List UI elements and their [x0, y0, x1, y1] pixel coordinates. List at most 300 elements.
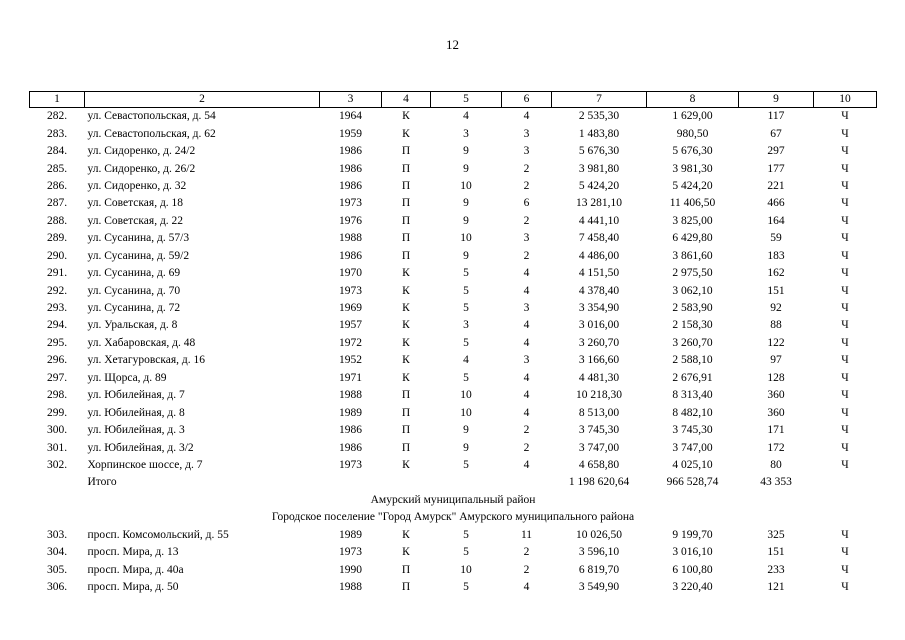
year-built: 1986: [339, 441, 362, 454]
entrances: 6: [523, 197, 530, 210]
living-area: 2 158,30: [672, 319, 713, 332]
entrances: 3: [523, 354, 530, 367]
year-built: 1971: [339, 371, 362, 384]
entrances: 4: [523, 581, 530, 594]
entrances: 11: [520, 528, 533, 541]
floors: 5: [463, 267, 469, 280]
residents: 88: [770, 319, 782, 332]
table-row: [30, 213, 877, 230]
table-row: [30, 282, 877, 299]
total-area: 4 441,10: [578, 214, 620, 227]
total-label: Итого: [87, 476, 117, 489]
wall-material: К: [402, 127, 410, 140]
table-row: [30, 387, 877, 404]
table-row: [30, 457, 877, 474]
residents: 92: [770, 302, 782, 315]
wall-material: К: [402, 267, 410, 280]
residents: 177: [767, 162, 785, 175]
wall-material: П: [401, 214, 411, 227]
row-number: 298.: [46, 389, 68, 402]
ownership-type: Ч: [841, 145, 849, 158]
living-area: 3 260,70: [672, 336, 713, 349]
ownership-type: Ч: [841, 563, 849, 576]
total-area: 3 016,00: [578, 319, 620, 332]
address: ул. Сусанина, д. 72: [87, 302, 181, 315]
residents: 121: [767, 581, 785, 594]
table-row: [30, 160, 877, 177]
floors: 5: [463, 284, 469, 297]
living-area: 8 482,10: [672, 406, 713, 419]
address: ул. Хабаровская, д. 48: [87, 336, 196, 349]
residents: 162: [767, 267, 785, 280]
wall-material: К: [402, 336, 410, 349]
ownership-type: Ч: [841, 336, 849, 349]
row-number: 283.: [46, 127, 68, 140]
living-area: 11 406,50: [669, 197, 716, 210]
wall-material: П: [401, 249, 411, 262]
wall-material: П: [401, 424, 411, 437]
ownership-type: Ч: [841, 214, 849, 227]
total-cell: [382, 474, 431, 491]
residents: 360: [767, 389, 785, 402]
year-built: 1988: [339, 581, 362, 594]
ownership-type: Ч: [841, 127, 849, 140]
address: ул. Юбилейная, д. 7: [87, 389, 185, 402]
floors: 4: [463, 354, 469, 367]
wall-material: К: [402, 371, 410, 384]
row-number: 305.: [46, 563, 68, 576]
table-row: [30, 248, 877, 265]
column-header: 8: [647, 92, 739, 108]
wall-material: К: [402, 528, 410, 541]
year-built: 1973: [339, 284, 362, 297]
table-row: [30, 317, 877, 334]
floors: 9: [463, 424, 469, 437]
floors: 9: [463, 441, 469, 454]
ownership-type: Ч: [841, 197, 849, 210]
table-row: [30, 561, 877, 578]
table-header: [30, 92, 877, 108]
wall-material: П: [401, 406, 411, 419]
row-number: 303.: [46, 528, 68, 541]
address: ул. Севастопольская, д. 62: [87, 127, 216, 140]
total-area: 3 549,90: [578, 581, 620, 594]
floors: 10: [460, 179, 472, 192]
table-row: [30, 230, 877, 247]
row-number: 296.: [46, 354, 68, 367]
floors: 9: [463, 214, 469, 227]
address: ул. Сусанина, д. 69: [87, 267, 181, 280]
total-area: 10 026,50: [576, 528, 622, 541]
row-number: 301.: [46, 441, 68, 454]
floors: 5: [463, 546, 469, 559]
total-area: 2 535,30: [578, 110, 620, 123]
address: Хорпинское шоссе, д. 7: [87, 458, 203, 471]
floors: 5: [463, 458, 469, 471]
residents: 151: [767, 284, 785, 297]
table-row: [30, 125, 877, 142]
floors: 9: [463, 249, 469, 262]
column-header: 3: [320, 92, 382, 108]
living-area: 5 424,20: [672, 179, 713, 192]
entrances: 2: [523, 214, 530, 227]
column-header: 9: [739, 92, 814, 108]
entrances: 2: [523, 563, 530, 576]
ownership-type: Ч: [841, 354, 849, 367]
section-heading-settlement: Городское поселение "Город Амурск" Амурского муниципального района: [271, 511, 635, 524]
residents: 297: [767, 145, 785, 158]
total-area: 3 981,80: [578, 162, 620, 175]
ownership-type: Ч: [841, 389, 849, 402]
column-header: 1: [30, 92, 85, 108]
address: ул. Сусанина, д. 70: [87, 284, 181, 297]
row-number: 293.: [46, 302, 68, 315]
living-area: 1 629,00: [672, 110, 713, 123]
table-row: [30, 439, 877, 456]
row-number: 302.: [46, 458, 68, 471]
column-header: 4: [382, 92, 431, 108]
total-area: 4 658,80: [578, 458, 620, 471]
entrances: 4: [523, 267, 530, 280]
year-built: 1989: [339, 406, 362, 419]
year-built: 1973: [339, 197, 362, 210]
table-row: [30, 527, 877, 544]
living-area: 3 747,00: [672, 441, 713, 454]
living-area: 2 588,10: [672, 354, 713, 367]
address: ул. Юбилейная, д. 8: [87, 406, 185, 419]
header-row: [30, 92, 877, 108]
year-built: 1969: [339, 302, 362, 315]
floors: 9: [463, 162, 469, 175]
wall-material: П: [401, 389, 411, 402]
table-row: [30, 300, 877, 317]
living-area: 3 825,00: [672, 214, 713, 227]
entrances: 3: [523, 145, 530, 158]
wall-material: К: [402, 546, 410, 559]
address: ул. Советская, д. 22: [87, 214, 184, 227]
living-area: 4 025,10: [672, 458, 713, 471]
entrances: 2: [523, 249, 530, 262]
table-row: [30, 335, 877, 352]
ownership-type: Ч: [841, 424, 849, 437]
ownership-type: Ч: [841, 302, 849, 315]
row-number: 287.: [46, 197, 68, 210]
wall-material: П: [401, 232, 411, 245]
total-cell: [320, 474, 382, 491]
row-number: 306.: [46, 581, 68, 594]
row-number: 304.: [46, 546, 68, 559]
address: ул. Советская, д. 18: [87, 197, 184, 210]
ownership-type: Ч: [841, 267, 849, 280]
table-row: [30, 143, 877, 160]
entrances: 4: [523, 371, 530, 384]
floors: 4: [463, 110, 469, 123]
living-area: 3 220,40: [672, 581, 713, 594]
total-section: [30, 474, 877, 526]
wall-material: К: [402, 458, 410, 471]
ownership-type: Ч: [841, 458, 849, 471]
residents: 171: [767, 424, 785, 437]
wall-material: П: [401, 145, 411, 158]
year-built: 1989: [339, 528, 362, 541]
living-area: 6 429,80: [672, 232, 713, 245]
ownership-type: Ч: [841, 406, 849, 419]
table-row: [30, 108, 877, 126]
year-built: 1986: [339, 424, 362, 437]
section-heading-district: Амурский муниципальный район: [370, 493, 536, 506]
column-header: 5: [431, 92, 502, 108]
residents: 80: [770, 458, 782, 471]
living-area: 5 676,30: [672, 145, 713, 158]
year-built: 1970: [339, 267, 362, 280]
floors: 3: [463, 319, 469, 332]
floors: 5: [463, 336, 469, 349]
total-area: 4 378,40: [578, 284, 620, 297]
year-built: 1988: [339, 232, 362, 245]
ownership-type: Ч: [841, 162, 849, 175]
housing-table: [29, 91, 877, 596]
wall-material: К: [402, 302, 410, 315]
year-built: 1973: [339, 458, 362, 471]
address: ул. Юбилейная, д. 3: [87, 424, 185, 437]
ownership-type: Ч: [841, 371, 849, 384]
residents: 360: [767, 406, 785, 419]
section-heading-row: [30, 492, 877, 509]
ownership-type: Ч: [841, 319, 849, 332]
ownership-type: Ч: [841, 232, 849, 245]
year-built: 1952: [339, 354, 362, 367]
wall-material: П: [401, 581, 411, 594]
residents: 233: [767, 563, 785, 576]
address: ул. Сидоренко, д. 26/2: [87, 162, 196, 175]
total-area: 3 260,70: [578, 336, 620, 349]
column-header: 2: [85, 92, 320, 108]
living-area: 2 583,90: [672, 302, 713, 315]
living-area: 3 016,10: [672, 546, 713, 559]
row-number: 294.: [46, 319, 68, 332]
residents: 117: [767, 110, 785, 123]
table-row: [30, 404, 877, 421]
wall-material: К: [402, 284, 410, 297]
page-number: 12: [446, 37, 459, 52]
ownership-type: Ч: [841, 284, 849, 297]
table-row: [30, 422, 877, 439]
total-area: 4 486,00: [578, 249, 620, 262]
year-built: 1973: [339, 546, 362, 559]
total-cell: [30, 474, 85, 491]
address: ул. Щорса, д. 89: [87, 371, 167, 384]
row-number: 285.: [46, 162, 68, 175]
year-built: 1988: [339, 389, 362, 402]
total-area: 5 424,20: [578, 179, 620, 192]
row-number: 282.: [46, 110, 68, 123]
wall-material: П: [401, 179, 411, 192]
residents: 466: [767, 197, 785, 210]
row-number: 286.: [46, 179, 68, 192]
total-row: [30, 474, 877, 491]
ownership-type: Ч: [841, 110, 849, 123]
section-heading-row: [30, 509, 877, 526]
row-number: 297.: [46, 371, 68, 384]
column-header: 6: [502, 92, 552, 108]
column-header: 10: [814, 92, 877, 108]
floors: 9: [463, 197, 469, 210]
total-area: 3 747,00: [578, 441, 620, 454]
living-area: 2 676,91: [672, 371, 713, 384]
wall-material: П: [401, 162, 411, 175]
address: ул. Сусанина, д. 57/3: [87, 232, 190, 245]
residents: 172: [767, 441, 785, 454]
entrances: 2: [523, 424, 530, 437]
year-built: 1959: [339, 127, 362, 140]
living-area: 3 861,60: [672, 249, 713, 262]
total-area: 3 745,30: [578, 424, 620, 437]
residents: 221: [767, 179, 785, 192]
living-area: 2 975,50: [672, 267, 713, 280]
wall-material: П: [401, 197, 411, 210]
residents: 151: [767, 546, 785, 559]
floors: 5: [463, 528, 469, 541]
total-cell: [814, 474, 877, 491]
address: просп. Мира, д. 40а: [87, 563, 184, 576]
address: просп. Комсомольский, д. 55: [87, 528, 229, 541]
residents: 164: [767, 214, 785, 227]
entrances: 4: [523, 389, 530, 402]
floors: 10: [460, 389, 472, 402]
year-built: 1990: [339, 563, 362, 576]
wall-material: К: [402, 354, 410, 367]
row-number: 299.: [46, 406, 68, 419]
residents: 183: [767, 249, 785, 262]
floors: 3: [463, 127, 469, 140]
table-row: [30, 579, 877, 596]
table-row: [30, 370, 877, 387]
wall-material: П: [401, 563, 411, 576]
residents: 128: [767, 371, 785, 384]
total-area: 3 596,10: [578, 546, 620, 559]
table-row: [30, 178, 877, 195]
ownership-type: Ч: [841, 581, 849, 594]
address: ул. Севастопольская, д. 54: [87, 110, 216, 123]
total-area: 1 198 620,64: [568, 476, 630, 489]
residents: 59: [770, 232, 782, 245]
residents: 67: [770, 127, 782, 140]
floors: 10: [460, 232, 472, 245]
table-body-a: [30, 108, 877, 475]
total-living-area: 966 528,74: [666, 476, 719, 489]
row-number: 295.: [46, 336, 68, 349]
floors: 5: [463, 371, 469, 384]
living-area: 6 100,80: [672, 563, 713, 576]
year-built: 1957: [339, 319, 362, 332]
entrances: 4: [523, 284, 530, 297]
wall-material: П: [401, 441, 411, 454]
entrances: 3: [523, 127, 530, 140]
year-built: 1964: [339, 110, 362, 123]
entrances: 4: [523, 458, 530, 471]
entrances: 2: [523, 179, 530, 192]
row-number: 288.: [46, 214, 68, 227]
floors: 5: [463, 302, 469, 315]
wall-material: К: [402, 319, 410, 332]
year-built: 1976: [339, 214, 362, 227]
table-row: [30, 195, 877, 212]
entrances: 3: [523, 302, 530, 315]
table-row: [30, 352, 877, 369]
row-number: 300.: [46, 424, 68, 437]
total-cell: [431, 474, 502, 491]
year-built: 1986: [339, 162, 362, 175]
total-area: 6 819,70: [578, 563, 620, 576]
row-number: 290.: [46, 249, 68, 262]
total-area: 13 281,10: [576, 197, 622, 210]
row-number: 291.: [46, 267, 68, 280]
total-cell: [502, 474, 552, 491]
row-number: 284.: [46, 145, 68, 158]
entrances: 2: [523, 546, 530, 559]
floors: 10: [460, 563, 472, 576]
ownership-type: Ч: [841, 179, 849, 192]
floors: 5: [463, 581, 469, 594]
living-area: 3 062,10: [672, 284, 713, 297]
total-area: 7 458,40: [578, 232, 620, 245]
total-area: 8 513,00: [578, 406, 620, 419]
year-built: 1986: [339, 145, 362, 158]
total-residents: 43 353: [760, 476, 792, 489]
entrances: 3: [523, 232, 530, 245]
address: ул. Сидоренко, д. 24/2: [87, 145, 196, 158]
entrances: 4: [523, 110, 530, 123]
entrances: 2: [523, 162, 530, 175]
address: ул. Сусанина, д. 59/2: [87, 249, 190, 262]
ownership-type: Ч: [841, 546, 849, 559]
entrances: 4: [523, 336, 530, 349]
wall-material: К: [402, 110, 410, 123]
residents: 325: [767, 528, 785, 541]
address: ул. Юбилейная, д. 3/2: [87, 441, 194, 454]
ownership-type: Ч: [841, 441, 849, 454]
year-built: 1986: [339, 179, 362, 192]
residents: 97: [770, 354, 782, 367]
entrances: 4: [523, 406, 530, 419]
living-area: 9 199,70: [672, 528, 713, 541]
address: просп. Мира, д. 50: [87, 581, 179, 594]
table-row: [30, 265, 877, 282]
column-header: 7: [552, 92, 647, 108]
table-row: [30, 544, 877, 561]
row-number: 292.: [46, 284, 68, 297]
ownership-type: Ч: [841, 249, 849, 262]
floors: 9: [463, 145, 469, 158]
total-area: 4 481,30: [578, 371, 620, 384]
row-number: 289.: [46, 232, 68, 245]
total-area: 3 166,60: [578, 354, 620, 367]
floors: 10: [460, 406, 472, 419]
address: ул. Хетагуровская, д. 16: [87, 354, 206, 367]
total-area: 1 483,80: [578, 127, 620, 140]
year-built: 1986: [339, 249, 362, 262]
total-area: 5 676,30: [578, 145, 620, 158]
table-body-b: [30, 527, 877, 597]
total-area: 10 218,30: [576, 389, 622, 402]
address: ул. Уральская, д. 8: [87, 319, 178, 332]
residents: 122: [767, 336, 785, 349]
address: просп. Мира, д. 13: [87, 546, 179, 559]
living-area: 980,50: [676, 127, 709, 140]
living-area: 3 981,30: [672, 162, 713, 175]
total-area: 4 151,50: [578, 267, 620, 280]
entrances: 2: [523, 441, 530, 454]
